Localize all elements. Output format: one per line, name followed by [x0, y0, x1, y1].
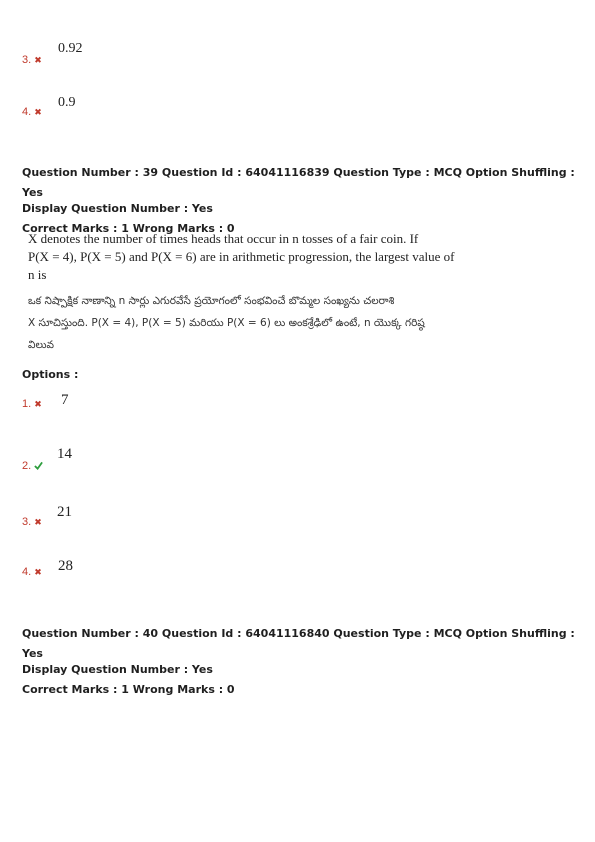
cross-icon: ✖ [34, 567, 42, 577]
option-number [22, 398, 42, 410]
question-text-line: X denotes the number of times heads that occur in n tosses of a fair coin. If [28, 231, 419, 246]
cross-icon: ✖ [34, 517, 42, 527]
question-text-line: ఒక నిష్పాక్షిక నాణాన్ని n సార్లు ఎగురవేసే ప్రయోగంలో సంభవించే బొమ్మల సంఖ్యను చలరాశి [28, 295, 395, 307]
display-number-line: Display Question Number : Yes [22, 663, 213, 676]
option-number-label: 2. [22, 460, 32, 472]
option-number [22, 460, 43, 472]
option-number [22, 566, 42, 578]
option-number-label: 1. [22, 398, 32, 410]
option-number-label: 4. [22, 566, 32, 578]
option-value: 28 [58, 558, 73, 574]
question-text-line: n is [28, 267, 47, 282]
question-text-english [28, 230, 454, 284]
marks-line: Correct Marks : 1 Wrong Marks : 0 [22, 222, 235, 235]
check-icon [34, 461, 43, 470]
option-value: 21 [57, 504, 72, 520]
question-info-line: Question Number : 40 Question Id : 64041116840 Question Type : MCQ Option Shuffling : Yes [22, 627, 575, 660]
option-number [22, 516, 42, 528]
question-text-line: విలువ [28, 339, 55, 351]
option-value: 14 [57, 446, 72, 462]
cross-icon: ✖ [34, 399, 42, 409]
option-number-label: 3. [22, 516, 32, 528]
option-number-label: 4. [22, 106, 32, 118]
option-value: 0.92 [58, 41, 83, 56]
cross-icon: ✖ [34, 107, 42, 117]
question-info-line: Question Number : 39 Question Id : 64041116839 Question Type : MCQ Option Shuffling : Yes [22, 166, 575, 199]
cross-icon: ✖ [34, 55, 42, 65]
display-number-line: Display Question Number : Yes [22, 202, 213, 215]
marks-line: Correct Marks : 1 Wrong Marks : 0 [22, 683, 235, 696]
option-number [22, 106, 42, 118]
question-text-telugu [28, 290, 425, 356]
question-text-line: P(X = 4), P(X = 5) and P(X = 6) are in arithmetic progression, the largest value of [28, 249, 455, 264]
question-text-line: X సూచిస్తుంది. P(X = 4), P(X = 5) మరియు P(X = 6) లు అంకశ్రేఢిలో ఉంటే, n యొక్క గరిష్ఠ [28, 317, 425, 329]
question-meta [22, 624, 595, 700]
option-number-label: 3. [22, 54, 32, 66]
option-value: 7 [61, 392, 69, 408]
option-value: 0.9 [58, 95, 76, 110]
options-label: Options : [22, 368, 79, 381]
option-number [22, 54, 42, 66]
question-meta [22, 163, 595, 239]
